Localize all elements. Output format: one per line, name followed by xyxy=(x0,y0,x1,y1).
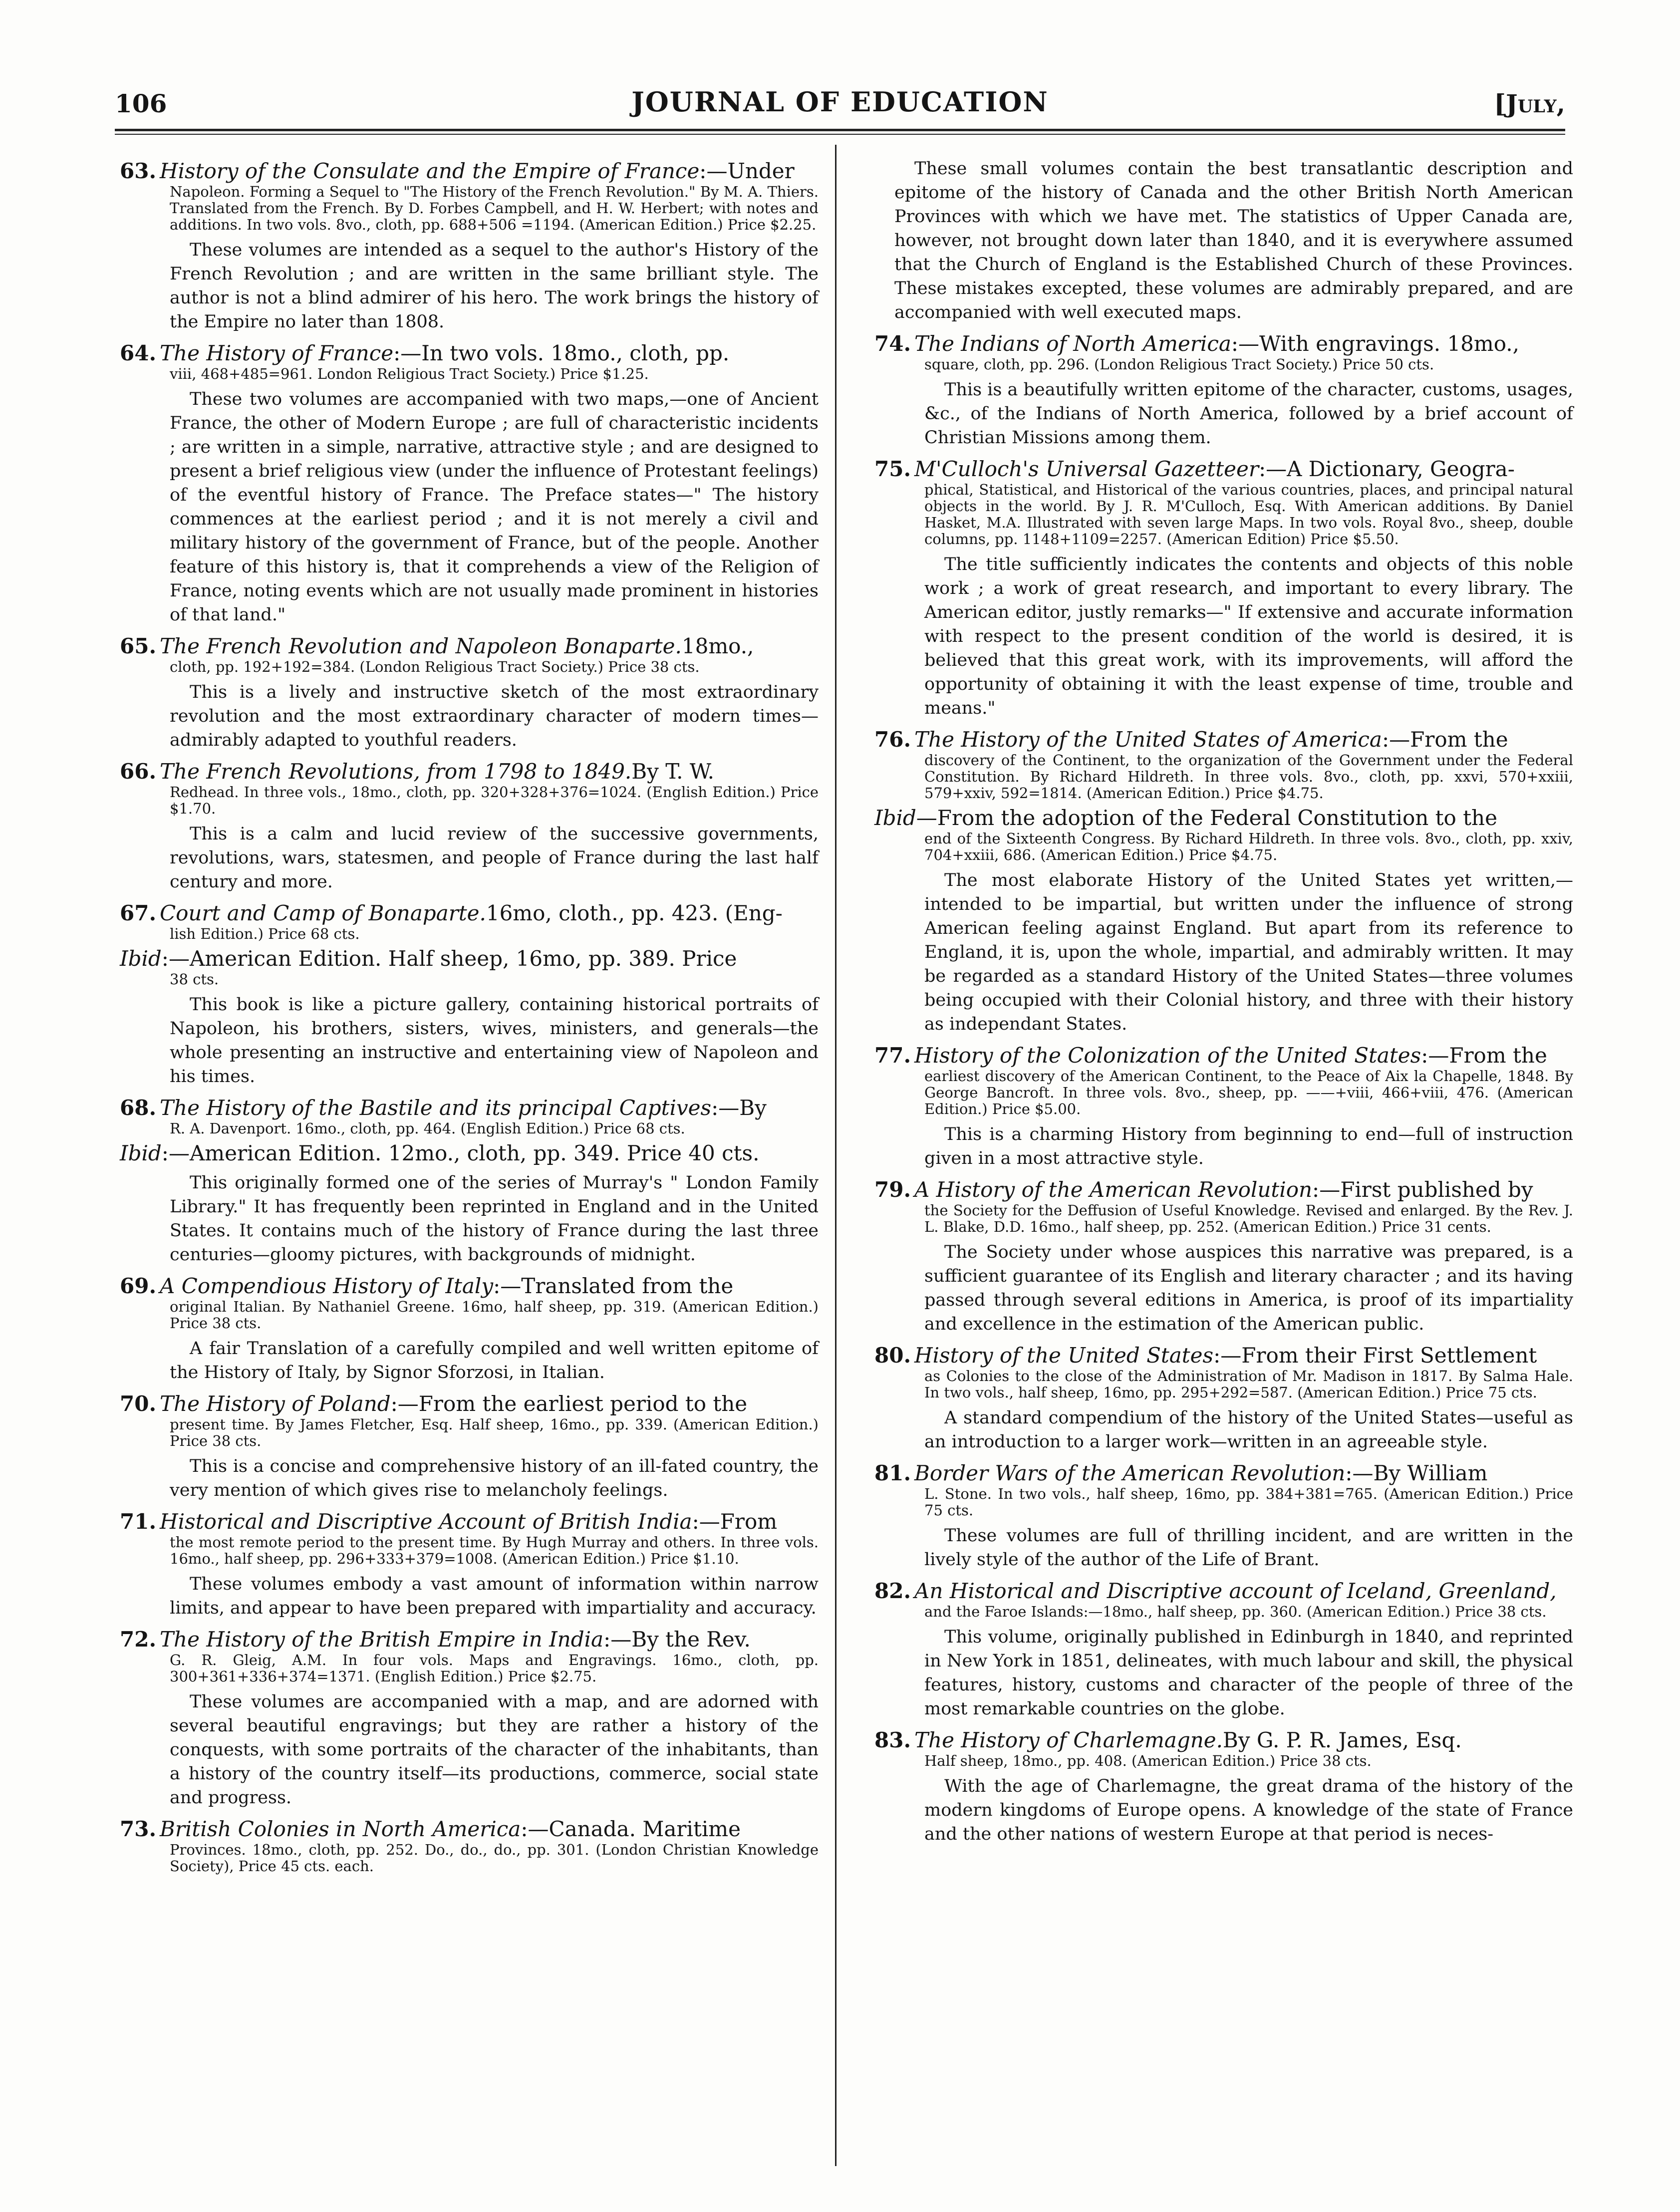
entry-heading xyxy=(120,159,819,184)
entry-heading-rest: :—American Edition. 12mo., cloth, pp. 349. Price 40 cts. xyxy=(161,1141,760,1165)
entry-bibliographic-details: L. Stone. In two vols., half sheep, 16mo, pp. 384+381=765. (American Edition.) Price 75 cts. xyxy=(924,1485,1573,1519)
entry-description: The title sufficiently indicates the contents and objects of this noble work ; a work of great research, and important to every library. The American editor, justly remarks—" If extensive and accurate information with respect to the present condition of the world is desired, it is believed that this great work, with its improvements, will afford the opportunity of obtaining it with the least expense of time, trouble and means." xyxy=(924,554,1573,718)
entry-heading-rest: :—First published by xyxy=(1312,1177,1533,1202)
entry-number: 76. xyxy=(874,727,911,752)
entry-heading xyxy=(120,1274,819,1299)
entry-title: The History of the British Empire in India xyxy=(160,1627,604,1652)
entry-title: Historical and Discriptive Account of British India xyxy=(160,1509,692,1534)
running-head-month: [July, xyxy=(1494,89,1565,118)
entry-heading xyxy=(120,341,819,366)
book-entry xyxy=(120,341,819,627)
entry-number: 79. xyxy=(874,1177,911,1202)
entry-heading-rest: By G. P. R. James, Esq. xyxy=(1222,1728,1462,1752)
entry-description: The Society under whose auspices this narrative was prepared, is a sufficient guarantee of its English and literary character ; and its having passed through several editions in America, is proof of its impartiality and excellence in the estimation of the American public. xyxy=(924,1242,1573,1334)
entry-bibliographic-details: viii, 468+485=961. London Religious Tract Society.) Price $1.25. xyxy=(170,365,649,382)
entry-heading-rest: :—Under xyxy=(699,159,795,183)
entry-title: Border Wars of the American Revolution xyxy=(914,1461,1346,1485)
entry-number: 80. xyxy=(874,1343,911,1368)
entry-heading-rest: :—By xyxy=(711,1096,767,1120)
entry-bibliographic-details: Provinces. 18mo., cloth, pp. 252. Do., do., do., pp. 301. (London Christian Knowledge Society), Price 45 cts. each. xyxy=(170,1841,819,1875)
entry-heading xyxy=(874,1579,1573,1604)
journal-title: JOURNAL OF EDUCATION xyxy=(631,86,1049,118)
entry-heading-rest: :—Canada. Maritime xyxy=(521,1817,741,1841)
entry-heading-rest: :—By William xyxy=(1345,1461,1488,1485)
entry-title: The French Revolution and Napoleon Bonaparte. xyxy=(160,634,682,658)
entry-number: 63. xyxy=(120,159,157,183)
book-entry xyxy=(874,1043,1573,1170)
entry-description: These volumes embody a vast amount of information within narrow limits, and appear to have been prepared with impartiality and accuracy. xyxy=(170,1574,819,1618)
entry-heading-rest: By T. W. xyxy=(631,759,714,784)
entry-title: The French Revolutions, from 1798 to 1849. xyxy=(160,759,632,784)
entry-bibliographic-details: original Italian. By Nathaniel Greene. 16mo, half sheep, pp. 319. (American Edition.) Price 38 cts. xyxy=(170,1298,819,1332)
entry-title: M'Culloch's Universal Gazetteer xyxy=(914,457,1259,481)
entry-title: History of the Colonization of the United States xyxy=(914,1043,1421,1068)
book-entry xyxy=(874,1343,1573,1454)
entry-heading-rest: :—From their First Settlement xyxy=(1213,1343,1537,1368)
entry-description: The most elaborate History of the United States yet written,—intended to be impartial, but written under the influence of strong American feeling against England. But apart from its reference to England, it is, upon the whole, impartial, and admirably written. It may be regarded as a standard History of the United States—three volumes being occupied with their Colonial history, and three with their history as independant States. xyxy=(924,870,1573,1034)
entry-number: 83. xyxy=(874,1728,911,1752)
entry-title: British Colonies in North America xyxy=(160,1817,521,1841)
entry-heading-rest: :—From the xyxy=(1421,1043,1547,1068)
entry-bibliographic-details: Napoleon. Forming a Sequel to "The History of the French Revolution." By M. A. Thiers. Translated from the French. By D. Forbes Campbell, and H. W. Herbert; with notes and additions. In two vols. 8vo., cloth, pp. 688+506 =1194. (American Edition.) Price $2.25. xyxy=(170,183,819,233)
entry-description: With the age of Charlemagne, the great drama of the history of the modern kingdoms of Europe opens. A knowledge of the state of France and the other nations of western Europe at that period is neces- xyxy=(924,1776,1573,1844)
entry-title: Ibid xyxy=(120,1141,162,1165)
book-entry xyxy=(120,1391,819,1502)
header-rule-thick xyxy=(115,129,1565,131)
entry-title: A History of the American Revolution xyxy=(914,1177,1313,1202)
book-entry xyxy=(120,1817,819,1875)
entry-heading-rest: 16mo, cloth., pp. 423. (Eng- xyxy=(486,901,783,925)
book-entry xyxy=(120,901,819,942)
entry-description: This originally formed one of the series of Murray's " London Family Library." It has frequently been reprinted in England and in the United States. It contains much of the history of France during the last three centuries—gloomy pictures, with backgrounds of midnight. xyxy=(170,1173,819,1265)
book-entry xyxy=(874,1177,1573,1336)
book-entry xyxy=(120,759,819,894)
entry-description: These two volumes are accompanied with two maps,—one of Ancient France, the other of Modern Europe ; are full of characteristic incidents ; are written in a simple, narrative, attractive style ; and are designed to present a brief religious view (under the influence of Protestant feelings) of the eventful history of France. The Preface states—" The history commences at the earliest period ; and it is not merely a civil and military history of the government of France, but of the people. Another feature of this history is, that it comprehends a view of the Religion of France, noting events which are not usually made prominent in histories of that land." xyxy=(170,389,819,625)
entry-number: 65. xyxy=(120,634,157,658)
entry-heading-rest: :—A Dictionary, Geogra- xyxy=(1258,457,1515,481)
book-entry xyxy=(120,1141,819,1267)
entry-heading xyxy=(874,1043,1573,1068)
continued-description: These small volumes contain the best transatlantic description and epitome of the history of Canada and the other British North American Provinces with which we have met. The statistics of Upper Canada are, however, not brought down later than 1840, and it is everywhere assumed that the Church of England is the Established Church of these Provinces. These mistakes excepted, these volumes are admirably prepared, and are accompanied with well executed maps. xyxy=(894,159,1573,322)
entry-heading xyxy=(120,759,819,784)
book-entry xyxy=(120,1627,819,1810)
entry-title: The History of Charlemagne. xyxy=(914,1728,1223,1752)
entry-title: Ibid xyxy=(120,946,162,971)
entry-heading xyxy=(120,1627,819,1652)
entry-description: This is a charming History from beginning to end—full of instruction given in a most attractive style. xyxy=(924,1124,1573,1168)
entry-heading xyxy=(120,901,819,926)
entry-heading xyxy=(874,457,1573,482)
entry-bibliographic-details: end of the Sixteenth Congress. By Richard Hildreth. In three vols. 8vo., cloth, pp. xxiv, 704+xxiii, 686. (American Edition.) Price $4.75. xyxy=(924,830,1573,863)
entry-heading-rest: :—American Edition. Half sheep, 16mo, pp. 389. Price xyxy=(161,946,737,971)
entry-heading xyxy=(874,331,1573,356)
entry-title: Ibid xyxy=(874,806,916,830)
entry-title: The History of the Bastile and its principal Captives xyxy=(160,1096,712,1120)
header-rule-thin xyxy=(115,134,1565,135)
right-column xyxy=(874,155,1573,1853)
entry-number: 82. xyxy=(874,1579,911,1603)
entry-heading xyxy=(120,946,819,971)
entry-heading xyxy=(874,806,1573,830)
book-entry xyxy=(120,946,819,1089)
entry-number: 71. xyxy=(120,1509,157,1534)
column-divider xyxy=(835,145,837,2166)
entry-title: History of the United States xyxy=(914,1343,1214,1368)
entry-title: History of the Consulate and the Empire of France xyxy=(160,159,700,183)
entry-heading-rest: :—From the xyxy=(1382,727,1508,752)
entry-number: 67. xyxy=(120,901,157,925)
entry-heading xyxy=(120,1817,819,1842)
entry-heading xyxy=(120,1141,819,1166)
entry-description: This volume, originally published in Edinburgh in 1840, and reprinted in New York in 1851, delineates, with much labour and skill, the physical features, history, customs and character of the people of three of the most remarkable countries on the globe. xyxy=(924,1627,1573,1719)
entry-title: Court and Camp of Bonaparte. xyxy=(160,901,486,925)
entry-heading-rest: 18mo., xyxy=(681,634,754,658)
entry-heading-rest: —From the adoption of the Federal Constitution to the xyxy=(916,806,1497,830)
entry-number: 75. xyxy=(874,457,911,481)
entry-heading-rest: :—From the earliest period to the xyxy=(390,1391,748,1416)
entry-heading xyxy=(874,1177,1573,1202)
book-entry xyxy=(874,1461,1573,1572)
entry-description: This is a lively and instructive sketch of the most extraordinary revolution and the most extraordinary character of modern times—admirably adapted to youthful readers. xyxy=(170,682,819,750)
entry-heading xyxy=(874,1461,1573,1486)
page-header xyxy=(0,0,1680,135)
book-entry xyxy=(120,1096,819,1137)
entry-description: This is a concise and comprehensive history of an ill-fated country, the very mention of which gives rise to melancholy feelings. xyxy=(170,1456,819,1500)
entry-bibliographic-details: the most remote period to the present time. By Hugh Murray and others. In three vols. 16mo., half sheep, pp. 296+333+379=1008. (American Edition.) Price $1.10. xyxy=(170,1534,819,1567)
entry-heading xyxy=(120,1096,819,1120)
entry-bibliographic-details: G. R. Gleig, A.M. In four vols. Maps and Engravings. 16mo., cloth, pp. 300+361+336+374=1371. (English Edition.) Price $2.75. xyxy=(170,1652,819,1685)
entry-number: 64. xyxy=(120,341,157,365)
entry-heading-rest: :—From xyxy=(692,1509,778,1534)
entry-description: A fair Translation of a carefully compiled and well written epitome of the History of Italy, by Signor Sforzosi, in Italian. xyxy=(170,1339,819,1382)
entry-heading-rest: :—By the Rev. xyxy=(603,1627,751,1652)
entry-description: This book is like a picture gallery, containing historical portraits of Napoleon, his brothers, sisters, wives, ministers, and generals—the whole presenting an instructive and entertaining view of Napoleon and his times. xyxy=(170,995,819,1087)
book-entry xyxy=(874,806,1573,1036)
book-entry xyxy=(120,1509,819,1620)
entry-description: These volumes are accompanied with a map, and are adorned with several beautiful engravings; but they are rather a history of the conquests, with some portraits of the character of the inhabitants, than a history of the country itself—its productions, commerce, social state and progress. xyxy=(170,1692,819,1808)
entry-bibliographic-details: Half sheep, 18mo., pp. 408. (American Edition.) Price 38 cts. xyxy=(924,1752,1372,1769)
entry-heading-rest: :—In two vols. 18mo., cloth, pp. xyxy=(393,341,730,365)
entry-title: The History of France xyxy=(160,341,394,365)
entry-description: A standard compendium of the history of the United States—useful as an introduction to a larger work—written in an agreeable style. xyxy=(924,1408,1573,1452)
book-entry xyxy=(874,1728,1573,1846)
entry-bibliographic-details: lish Edition.) Price 68 cts. xyxy=(170,925,360,942)
entry-bibliographic-details: as Colonies to the close of the Administration of Mr. Madison in 1817. By Salma Hale. In two vols., half sheep, 16mo, pp. 295+292=587. (American Edition.) Price 75 cts. xyxy=(924,1368,1573,1401)
entry-heading xyxy=(120,634,819,659)
book-entry xyxy=(120,159,819,334)
entry-bibliographic-details: discovery of the Continent, to the organization of the Government under the Federal Constitution. By Richard Hildreth. In three vols. 8vo., cloth, pp. xxvi, 570+xxiii, 579+xxiv, 592=1814. (American Edition.) Price $4.75. xyxy=(924,752,1573,802)
entry-bibliographic-details: square, cloth, pp. 296. (London Religious Tract Society.) Price 50 cts. xyxy=(924,356,1434,373)
entry-description: These volumes are full of thrilling incident, and are written in the lively style of the author of the Life of Brant. xyxy=(924,1526,1573,1570)
book-entry xyxy=(874,331,1573,450)
book-entry xyxy=(874,457,1573,720)
entry-bibliographic-details: and the Faroe Islands:—18mo., half sheep, pp. 360. (American Edition.) Price 38 cts. xyxy=(924,1603,1547,1620)
left-column xyxy=(120,155,819,1875)
entry-title: An Historical and Discriptive account of Iceland, Greenland, xyxy=(914,1579,1557,1603)
entry-number: 72. xyxy=(120,1627,157,1652)
entry-number: 81. xyxy=(874,1461,911,1485)
entry-title: A Compendious History of Italy xyxy=(160,1274,494,1298)
entry-title: The History of Poland xyxy=(160,1391,391,1416)
entry-number: 73. xyxy=(120,1817,157,1841)
entry-number: 74. xyxy=(874,331,911,356)
entry-bibliographic-details: 38 cts. xyxy=(170,971,219,988)
entry-bibliographic-details: cloth, pp. 192+192=384. (London Religious Tract Society.) Price 38 cts. xyxy=(170,658,700,675)
entry-heading xyxy=(120,1391,819,1416)
entry-title: The Indians of North America xyxy=(914,331,1231,356)
entry-number: 68. xyxy=(120,1096,157,1120)
book-entry xyxy=(874,727,1573,802)
entry-heading-rest: :—Translated from the xyxy=(493,1274,734,1298)
entry-description: These volumes are intended as a sequel to the author's History of the French Revolution ; and are written in the same brilliant style. The author is not a blind admirer of his hero. The work brings the history of the Empire no later than 1808. xyxy=(170,240,819,332)
entry-bibliographic-details: the Society for the Deffusion of Useful Knowledge. Revised and enlarged. By the Rev. J. L. Blake, D.D. 16mo., half sheep, pp. 252. (American Edition.) Price 31 cents. xyxy=(924,1202,1573,1235)
entry-number: 69. xyxy=(120,1274,157,1298)
book-entry xyxy=(874,1579,1573,1721)
entry-heading xyxy=(120,1509,819,1534)
entry-heading xyxy=(874,1728,1573,1753)
book-entry xyxy=(120,634,819,752)
page-number: 106 xyxy=(115,89,167,118)
entry-description: This is a beautifully written epitome of the character, customs, usages, &c., of the Indians of North America, followed by a brief account of Christian Missions among them. xyxy=(924,380,1573,448)
entry-description: This is a calm and lucid review of the successive governments, revolutions, wars, statesmen, and people of France during the last half century and more. xyxy=(170,824,819,892)
entry-title: The History of the United States of America xyxy=(914,727,1382,752)
entry-bibliographic-details: earliest discovery of the American Continent, to the Peace of Aix la Chapelle, 1848. By George Bancroft. In three vols. 8vo., sheep, pp. ——+viii, 466+viii, 476. (American Edition.) Price $5.00. xyxy=(924,1068,1573,1117)
entry-heading-rest: :—With engravings. 18mo., xyxy=(1231,331,1519,356)
entry-bibliographic-details: R. A. Davenport. 16mo., cloth, pp. 464. (English Edition.) Price 68 cts. xyxy=(170,1120,685,1137)
book-entry xyxy=(120,1274,819,1384)
entry-bibliographic-details: Redhead. In three vols., 18mo., cloth, pp. 320+328+376=1024. (English Edition.) Price $1.70. xyxy=(170,784,819,817)
entry-bibliographic-details: phical, Statistical, and Historical of the various countries, places, and principal natural objects in the world. By J. R. M'Culloch, Esq. With American additions. By Daniel Hasket, M.A. Illustrated with seven large Maps. In two vols. Royal 8vo., sheep, double columns, pp. 1148+1109=2257. (American Edition) Price $5.50. xyxy=(924,481,1573,548)
entry-number: 70. xyxy=(120,1391,157,1416)
entry-number: 77. xyxy=(874,1043,911,1068)
entry-number: 66. xyxy=(120,759,157,784)
entry-heading xyxy=(874,1343,1573,1368)
entry-bibliographic-details: present time. By James Fletcher, Esq. Half sheep, 16mo., pp. 339. (American Edition.) Price 38 cts. xyxy=(170,1416,819,1449)
entry-heading xyxy=(874,727,1573,752)
